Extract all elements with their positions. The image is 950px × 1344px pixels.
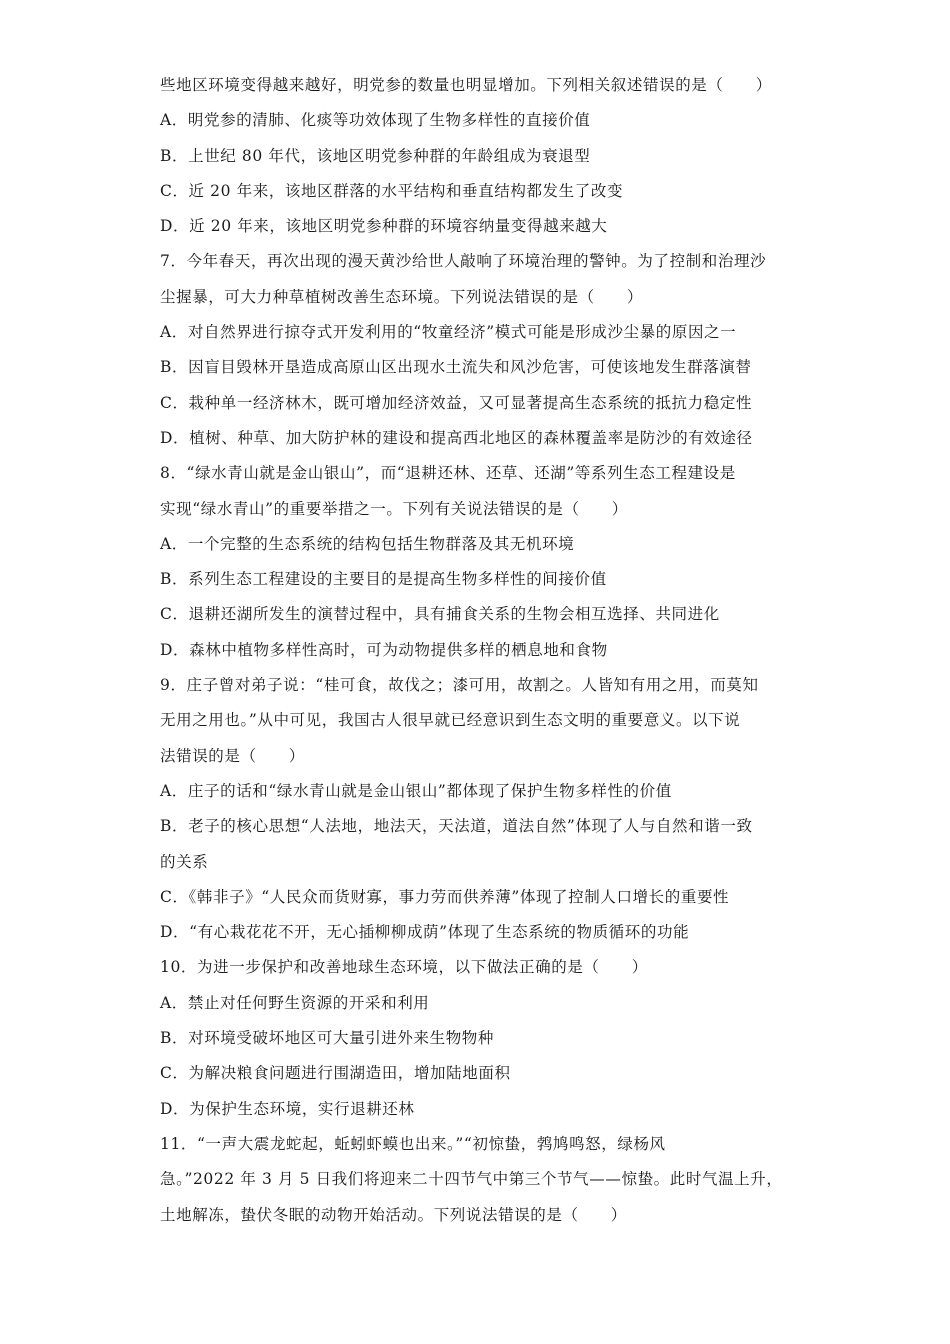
question-10-option-c: C．为解决粮食问题进行围湖造田，增加陆地面积 <box>160 1064 511 1083</box>
question-9-option-c: C．《韩非子》“人民众而货财寡，事力劳而供养薄”体现了控制人口增长的重要性 <box>160 887 730 906</box>
question-7-option-b: B．因盲目毁林开垦造成高原山区出现水土流失和风沙危害，可使该地发生群落演替 <box>160 358 752 377</box>
question-6-stem-continuation: 些地区环境变得越来越好，明党参的数量也明显增加。下列相关叙述错误的是（ ） <box>160 76 772 94</box>
question-8-option-b: B．系列生态工程建设的主要目的是提高生物多样性的间接价值 <box>160 570 607 589</box>
question-9-option-b-line-2: 的关系 <box>160 852 209 871</box>
question-6-option-a: A．明党参的清肺、化痰等功效体现了生物多样性的直接价值 <box>160 111 591 130</box>
question-7-stem-line-1: 7．今年春天，再次出现的漫天黄沙给世人敲响了环境治理的警钟。为了控制和治理沙 <box>160 252 767 271</box>
question-9-stem-line-3: 法错误的是（ ） <box>160 746 305 765</box>
document-page <box>160 72 800 1237</box>
question-9-option-a: A．庄子的话和“绿水青山就是金山银山”都体现了保护生物多样性的价值 <box>160 781 672 800</box>
question-7-stem-line-2: 尘握暴，可大力种草植树改善生态环境。下列说法错误的是（ ） <box>160 287 644 306</box>
question-8-stem-line-1: 8．“绿水青山就是金山银山”，而“退耕还林、还草、还湖”等系列生态工程建设是 <box>160 464 736 483</box>
question-10-stem: 10．为进一步保护和改善地球生态环境，以下做法正确的是（ ） <box>160 958 648 977</box>
question-9-option-d: D．“有心栽花花不开，无心插柳柳成荫”体现了生态系统的物质循环的功能 <box>160 923 690 942</box>
question-8-option-d: D．森林中植物多样性高时，可为动物提供多样的栖息地和食物 <box>160 640 608 659</box>
question-9-stem-line-2: 无用之用也。”从中可见，我国古人很早就已经意识到生态文明的重要意义。以下说 <box>160 711 741 730</box>
question-6-option-b: B．上世纪 80 年代，该地区明党参种群的年龄组成为衰退型 <box>160 146 591 165</box>
question-11-stem-line-2: 急。”2022 年 3 月 5 日我们将迎来二十四节气中第三个节气——惊蛰。此时气温上升， <box>160 1170 783 1189</box>
question-9-stem-line-1: 9．庄子曾对弟子说：“桂可食，故伐之；漆可用，故割之。人皆知有用之用，而莫知 <box>160 676 759 695</box>
question-8-option-a: A．一个完整的生态系统的结构包括生物群落及其无机环境 <box>160 534 575 553</box>
question-7-option-d: D．植树、种草、加大防护林的建设和提高西北地区的森林覆盖率是防沙的有效途径 <box>160 428 753 447</box>
question-7-option-c: C．栽种单一经济林木，既可增加经济效益，又可显著提高生态系统的抵抗力稳定性 <box>160 393 753 412</box>
question-8-option-c: C．退耕还湖所发生的演替过程中，具有捕食关系的生物会相互选择、共同进化 <box>160 605 720 624</box>
question-11-stem-line-1: 11．“一声大震龙蛇起，蚯蚓虾蟆也出来。”“初惊蛰，鹁鸠鸣怒，绿杨风 <box>160 1134 666 1153</box>
question-9-option-b-line-1: B．老子的核心思想“人法地，地法天，天法道，道法自然”体现了人与自然和谐一致 <box>160 817 753 836</box>
question-6-option-c: C．近 20 年来，该地区群落的水平结构和垂直结构都发生了改变 <box>160 181 624 200</box>
question-10-option-b: B．对环境受破坏地区可大量引进外来生物物种 <box>160 1029 494 1048</box>
question-10-option-a: A．禁止对任何野生资源的开采和利用 <box>160 993 430 1012</box>
question-11-stem-line-3: 土地解冻，蛰伏冬眠的动物开始活动。下列说法错误的是（ ） <box>160 1205 627 1224</box>
question-8-stem-line-2: 实现“绿水青山”的重要举措之一。下列有关说法错误的是（ ） <box>160 499 628 518</box>
question-6-option-d: D．近 20 年来，该地区明党参种群的环境容纳量变得越来越大 <box>160 217 608 236</box>
question-7-option-a: A．对自然界进行掠夺式开发利用的“牧童经济”模式可能是形成沙尘暴的原因之一 <box>160 323 737 342</box>
question-10-option-d: D．为保护生态环境，实行退耕还林 <box>160 1099 415 1118</box>
